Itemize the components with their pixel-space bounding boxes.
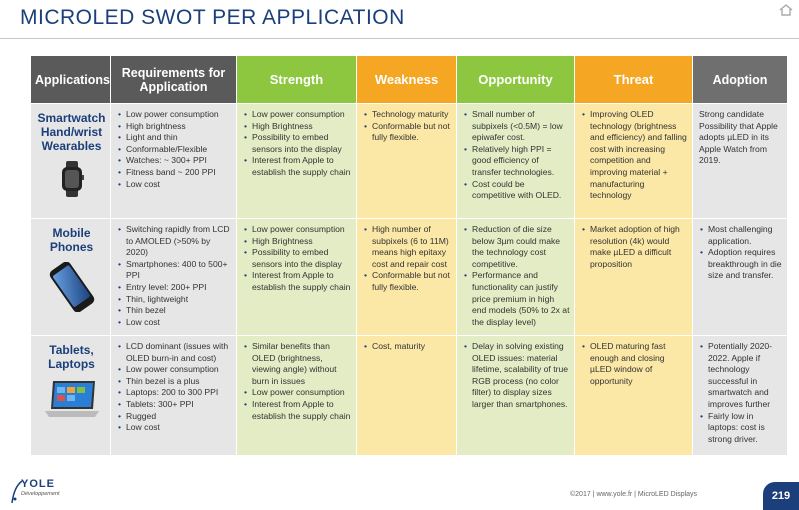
header-strength: Strength xyxy=(237,56,357,104)
list-item: • Fitness band ~ 200 PPI xyxy=(126,167,232,179)
list-item: • Conformable but not fully flexible. xyxy=(372,121,452,144)
threat-cell xyxy=(575,104,693,219)
list-item: • Thin, lightweight xyxy=(126,294,232,306)
app-cell xyxy=(31,336,111,456)
list-item: • Low power consumption xyxy=(252,109,352,121)
list-item: • Possibility to embed sensors into the display xyxy=(252,132,352,155)
list-item: • Technology maturity xyxy=(372,109,452,121)
list-item: • High number of subpixels (6 to 11M) means high epitaxy cost and repair cost xyxy=(372,224,452,270)
threat-cell xyxy=(575,219,693,336)
header-threat: Threat xyxy=(575,56,693,104)
opportunity-cell xyxy=(457,336,575,456)
app-cell xyxy=(31,219,111,336)
list-item: • OLED maturing fast enough and closing µLED window of opportunity xyxy=(590,341,688,387)
laptop-icon xyxy=(43,379,101,419)
app-name: Smartwatch Hand/wrist Wearables xyxy=(37,111,106,153)
list-item: • Low cost xyxy=(126,179,232,191)
footer-copyright: ©2017 | www.yole.fr | MicroLED Displays xyxy=(570,491,698,498)
list-item: • Thin bezel xyxy=(126,305,232,317)
list-item: • Delay in solving existing OLED issues: material lifetime, scalability of true RGB process (no color filter) to display sizes larger than smartphones. xyxy=(472,341,570,411)
list-item: • Small number of subpixels (<0.5M) = low epiwafer cost. xyxy=(472,109,570,144)
list-item: • Low power consumption xyxy=(252,224,352,236)
weakness-cell xyxy=(357,219,457,336)
list-item: • Cost, maturity xyxy=(372,341,452,353)
list-item: • Entry level: 200+ PPI xyxy=(126,282,232,294)
list-item: • High Brightness xyxy=(252,236,352,248)
strength-cell xyxy=(237,336,357,456)
page-title: MICROLED SWOT PER APPLICATION xyxy=(20,6,405,29)
list-item: • Light and thin xyxy=(126,132,232,144)
adoption-cell xyxy=(693,104,788,219)
list-item: • Low power consumption xyxy=(126,364,232,376)
list-item: • Watches: ~ 300+ PPI xyxy=(126,155,232,167)
app-cell xyxy=(31,104,111,219)
list-item: • Conformable but not fully flexible. xyxy=(372,270,452,293)
adoption-cell xyxy=(693,219,788,336)
header-weakness: Weakness xyxy=(357,56,457,104)
header-adoption: Adoption xyxy=(693,56,788,104)
logo-name: YOLE xyxy=(21,478,55,490)
list-item: • Most challenging application. xyxy=(708,224,783,247)
requirements-cell xyxy=(111,104,237,219)
list-item: • Potentially 2020-2022. Apple if technology successful in smartwatch and improves further xyxy=(708,341,783,411)
weakness-cell xyxy=(357,336,457,456)
list-item: • Fairly low in laptops: cost is strong driver. xyxy=(708,411,783,446)
list-item: • Switching rapidly from LCD to AMOLED (>50% by 2020) xyxy=(126,224,232,259)
strength-cell xyxy=(237,104,357,219)
app-name: Tablets, Laptops xyxy=(48,343,95,371)
list-item: • Rugged xyxy=(126,411,232,423)
list-item: • High brightness xyxy=(126,121,232,133)
list-item: • Interest from Apple to establish the supply chain xyxy=(252,399,352,422)
requirements-cell xyxy=(111,336,237,456)
smartwatch-icon xyxy=(59,161,85,197)
strength-cell xyxy=(237,219,357,336)
swot-table xyxy=(30,55,788,456)
home-icon[interactable] xyxy=(779,4,793,16)
list-item: • Interest from Apple to establish the supply chain xyxy=(252,270,352,293)
adoption-cell xyxy=(693,336,788,456)
list-item: • Performance and functionality can justify price premium in high end models (50% to 2x at the display level) xyxy=(472,270,570,328)
header-applications: Applications xyxy=(31,56,111,104)
list-item: • Smartphones: 400 to 500+ PPI xyxy=(126,259,232,282)
opportunity-cell xyxy=(457,219,575,336)
list-item: • Low power consumption xyxy=(252,387,352,399)
weakness-cell xyxy=(357,104,457,219)
list-item: • Possibility to embed sensors into the display xyxy=(252,247,352,270)
adoption-text: Strong candidate Possibility that Apple adopts µLED in its Apple Watch from 2019. xyxy=(699,109,778,166)
header-requirements: Requirements for Application xyxy=(111,56,237,104)
list-item: • Tablets: 300+ PPI xyxy=(126,399,232,411)
list-item: • Thin bezel is a plus xyxy=(126,376,232,388)
list-item: • Conformable/Flexible xyxy=(126,144,232,156)
list-item: • Market adoption of high resolution (4k) would make µLED a difficult proposition xyxy=(590,224,688,270)
opportunity-cell xyxy=(457,104,575,219)
list-item: • Relatively high PPI = good efficiency of transfer technologies. xyxy=(472,144,570,179)
list-item: • Interest from Apple to establish the supply chain xyxy=(252,155,352,178)
list-item: • Adoption requires breakthrough in die size and transfer. xyxy=(708,247,783,282)
list-item: • Improving OLED technology (brightness and efficiency) and falling cost with increasing competition and improving material + manufacturing technology xyxy=(590,109,688,202)
header-opportunity: Opportunity xyxy=(457,56,575,104)
title-divider xyxy=(0,38,799,39)
page-number-badge: 219 xyxy=(763,482,799,510)
list-item: • Similar benefits than OLED (brightness, viewing angle) without burn in issues xyxy=(252,341,352,387)
logo-subtitle: Développement xyxy=(21,491,60,497)
requirements-cell xyxy=(111,219,237,336)
table-row-mobile-phones xyxy=(31,219,788,336)
table-row-smartwatch xyxy=(31,104,788,219)
list-item: • Reduction of die size below 3µm could make the technology cost competitive. xyxy=(472,224,570,270)
list-item: • Laptops: 200 to 300 PPI xyxy=(126,387,232,399)
list-item: • Low cost xyxy=(126,422,232,434)
list-item: • Cost could be competitive with OLED. xyxy=(472,179,570,202)
list-item: • High Brightness xyxy=(252,121,352,133)
header-row xyxy=(31,56,788,104)
smartphone-icon xyxy=(46,262,98,312)
threat-cell xyxy=(575,336,693,456)
table-row-tablets-laptops xyxy=(31,336,788,456)
list-item: • Low power consumption xyxy=(126,109,232,121)
list-item: • Low cost xyxy=(126,317,232,329)
list-item: • LCD dominant (issues with OLED burn-in and cost) xyxy=(126,341,232,364)
app-name: Mobile Phones xyxy=(49,226,94,254)
